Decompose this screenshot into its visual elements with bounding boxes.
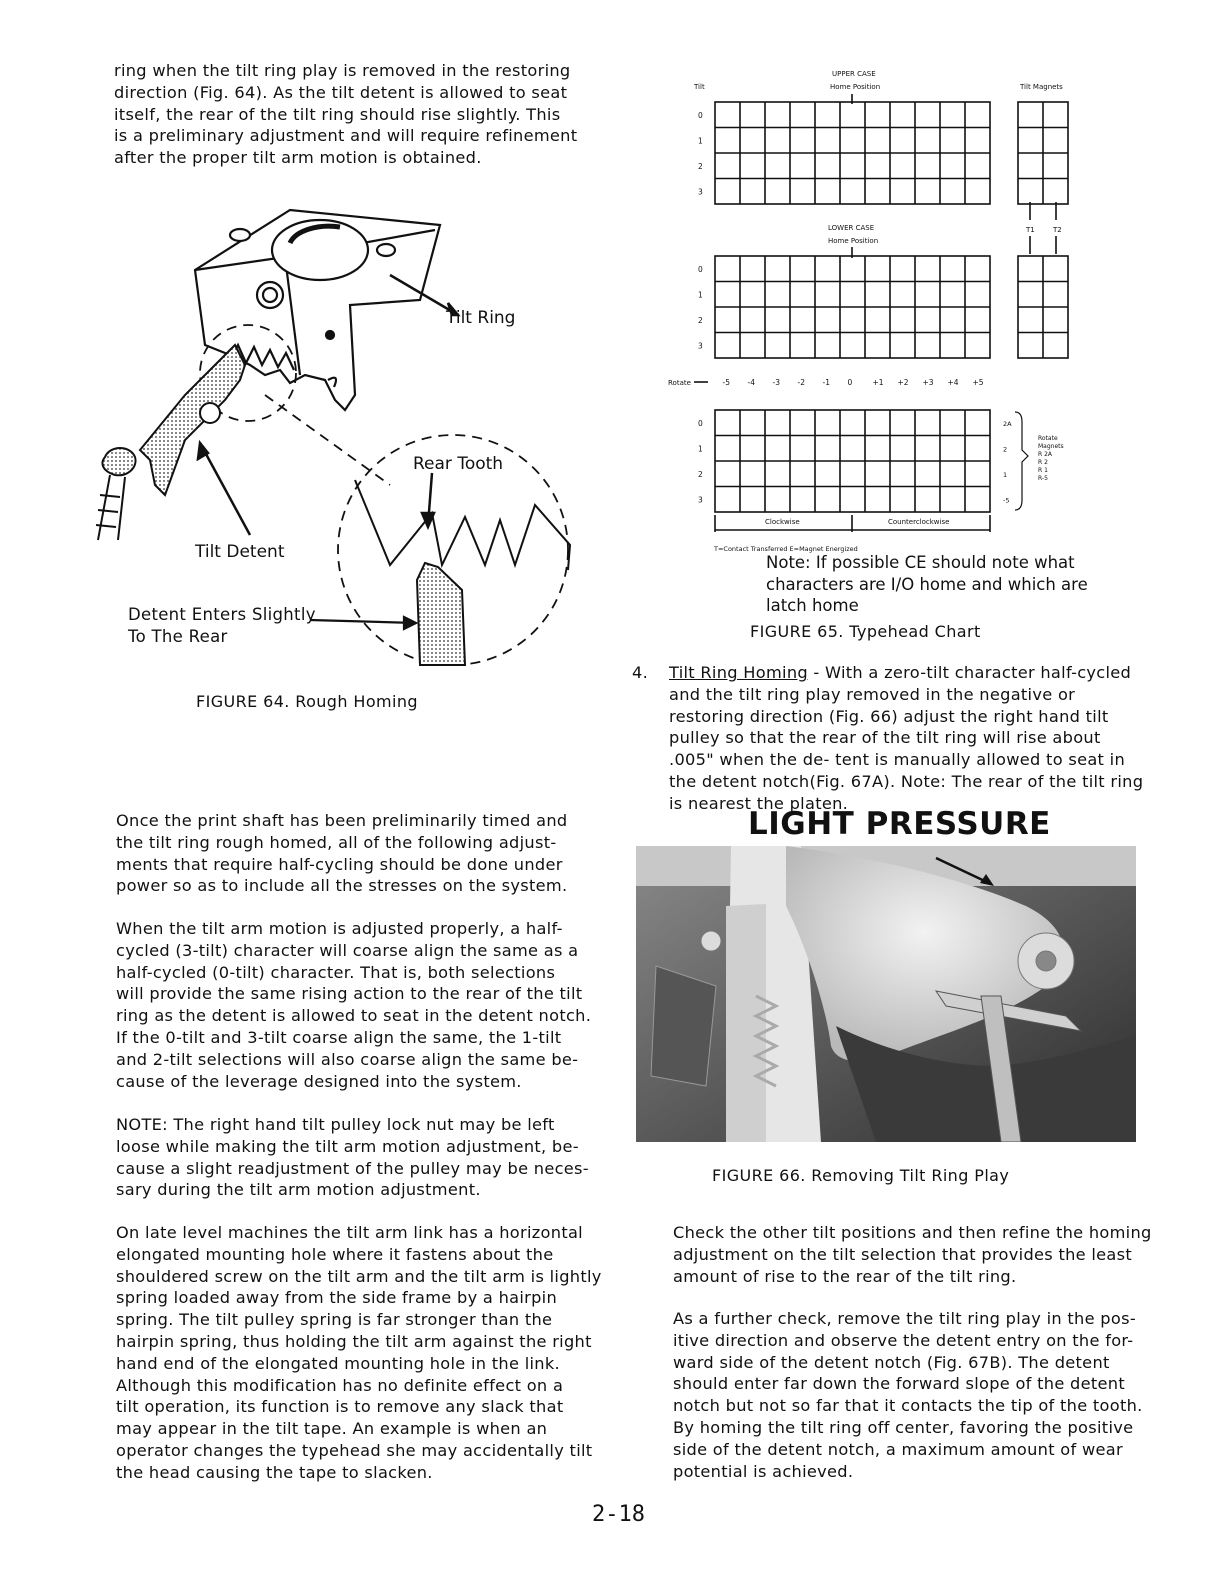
figure-66-caption: FIGURE 66. Removing Tilt Ring Play — [712, 1166, 1010, 1185]
paragraph-late-level: On late level machines the tilt arm link has a horizontal elongated mounting hole where it fastens about the shouldered screw on the tilt arm and the tilt arm is lightly spring loaded away from the side frame by a hairpin spring. The tilt pulley spring is far stronger than the hairpin spring, thus holding the tilt arm against the right hand end of the elongated mounting hole in the link. Although this modification has no definite effect on a tilt operation, its function is to remove any slack that may appear in the tilt tape. An example is when an operator changes the typehead she may accidentally tilt the head causing the tape to slacken. — [116, 1223, 602, 1482]
rotate-row-label-1: 1 — [698, 444, 703, 454]
rotate-value--4: -4 — [747, 378, 755, 387]
rotate-value--3: -3 — [772, 378, 780, 387]
label-rear-tooth: Rear Tooth — [413, 454, 504, 474]
item-4-text: - With a zero-tilt character half-cycled and the tilt ring play removed in the negative or restoring direction (Fig. 66) adjust the right hand tilt pulley so that the rear of the tilt ring will rise about .005" when the de- tent is manually allowed to seat in the detent notch(Fig. 67A). Note: The rear of the tilt ring is nearest the platen. — [669, 663, 1144, 813]
detent-enlarged — [417, 563, 465, 665]
page-number: 2-18 — [592, 1502, 645, 1527]
figure-64-rough-homing-illustration — [90, 195, 600, 675]
chart-legend: T=Contact Transferred E=Magnet Energized — [714, 545, 858, 553]
magnet-code--5: -5 — [1003, 496, 1010, 505]
rotate-value-+2: +2 — [897, 378, 909, 387]
figure-66-photo — [636, 846, 1136, 1142]
upper-case-label: UPPER CASE — [832, 70, 876, 78]
t1-label: T1 — [1026, 226, 1035, 234]
rotate-magnets-text-2: R 2A — [1038, 451, 1052, 458]
rotate-value-+4: +4 — [947, 378, 959, 387]
label-detent-enters: Detent Enters Slightly To The Rear — [128, 605, 316, 646]
tilt-axis-label: Tilt — [694, 83, 705, 91]
upper-row-label-3: 3 — [698, 187, 703, 197]
item-4-paragraph — [669, 662, 1149, 815]
rotate-row-label-3: 3 — [698, 495, 703, 505]
magnet-code-1: 1 — [1003, 470, 1008, 479]
lower-row-label-3: 3 — [698, 341, 703, 351]
figure-65-note: Note: If possible CE should note what characters are I/O home and which are latch home — [766, 553, 1088, 615]
lower-row-label-1: 1 — [698, 290, 703, 300]
label-tilt-ring: Tilt Ring — [446, 308, 516, 328]
lower-row-label-0: 0 — [698, 264, 703, 274]
rotate-value-+1: +1 — [872, 378, 884, 387]
label-tilt-detent: Tilt Detent — [195, 542, 285, 562]
magnet-code-2: 2 — [1003, 445, 1008, 454]
rotate-magnets-brace — [1015, 412, 1028, 510]
lower-row-label-2: 2 — [698, 315, 703, 325]
rotate-value--2: -2 — [797, 378, 805, 387]
light-pressure-headline: LIGHT PRESSURE — [748, 806, 1051, 842]
item-4-number: 4. — [632, 663, 649, 682]
upper-home-position-label: Home Position — [830, 83, 881, 91]
rotate-row-label-2: 2 — [698, 469, 703, 479]
paragraph-further-check: As a further check, remove the tilt ring play in the pos- itive direction and observe the detent entry on the for- ward side of the detent notch (Fig. 67B). The detent should enter far down the forward slope of the detent notch but not so far that it contacts the tip of the tooth. By homing the tilt ring off center, favoring the positive side of the detent notch, a maximum amount of wear potential is achieved. — [673, 1309, 1143, 1481]
rotate-value--1: -1 — [822, 378, 830, 387]
figure-64-caption: FIGURE 64. Rough Homing — [196, 692, 418, 711]
rotate-value-+5: +5 — [972, 378, 984, 387]
rotate-magnets-text-3: R 2 — [1038, 459, 1048, 466]
upper-row-label-2: 2 — [698, 161, 703, 171]
rotate-value--5: -5 — [722, 378, 730, 387]
figure-65-caption: FIGURE 65. Typehead Chart — [750, 622, 981, 641]
rotate-value-+3: +3 — [922, 378, 934, 387]
magnet-code-2A: 2A — [1003, 419, 1012, 428]
rotate-row-label-0: 0 — [698, 418, 703, 428]
paragraph-note: NOTE: The right hand tilt pulley lock nut may be left loose while making the tilt arm motion adjustment, be- cause a slight readjustment of the pulley may be neces- sary during the tilt arm motion adjustment. — [116, 1115, 589, 1200]
intro-paragraph: ring when the tilt ring play is removed in the restoring direction (Fig. 64). As the tilt detent is allowed to seat itself, the rear of the tilt ring should rise slightly. This is a preliminary adjustment and will require refinement after the proper tilt arm motion is obtained. — [114, 61, 578, 168]
rotate-magnets-text-0: Rotate — [1038, 435, 1058, 442]
upper-row-label-1: 1 — [698, 136, 703, 146]
clockwise-label: Clockwise — [765, 518, 800, 526]
rotate-magnets-text-1: Magnets — [1038, 443, 1064, 450]
upper-row-label-0: 0 — [698, 110, 703, 120]
rear-tooth-enlarged — [355, 480, 570, 570]
paragraph-once: Once the print shaft has been preliminarily timed and the tilt ring rough homed, all of the following adjust- ments that require half-cycling should be done under power so as to include all the stresses on the system. — [116, 811, 568, 896]
lower-home-position-label: Home Position — [828, 237, 879, 245]
figure-65-typehead-chart — [660, 60, 1090, 560]
item-4-title: Tilt Ring Homing — [669, 663, 808, 682]
rotate-value-0: 0 — [847, 378, 853, 387]
rotate-label: Rotate — [668, 379, 691, 387]
t2-label: T2 — [1053, 226, 1062, 234]
rotate-magnets-text-4: R 1 — [1038, 467, 1048, 474]
tilt-detent-lever — [96, 345, 245, 540]
paragraph-check: Check the other tilt positions and then refine the homing adjustment on the tilt selection that provides the least amount of rise to the rear of the tilt ring. — [673, 1223, 1152, 1286]
counterclockwise-label: Counterclockwise — [888, 518, 950, 526]
rotate-magnets-text-5: R-5 — [1038, 475, 1048, 482]
paragraph-when: When the tilt arm motion is adjusted properly, a half- cycled (3-tilt) character will coarse align the same as a half-cycled (0-tilt) character. That is, both selections will provide the same rising action to the rear of the tilt ring as the detent is allowed to seat in the detent notch. If the 0-tilt and 3-tilt coarse align the same, the 1-tilt and 2-tilt selections will also coarse align the same be- cause of the leverage designed into the system. — [116, 919, 592, 1091]
tilt-magnets-label: Tilt Magnets — [1020, 83, 1063, 91]
lower-case-label: LOWER CASE — [828, 224, 875, 232]
